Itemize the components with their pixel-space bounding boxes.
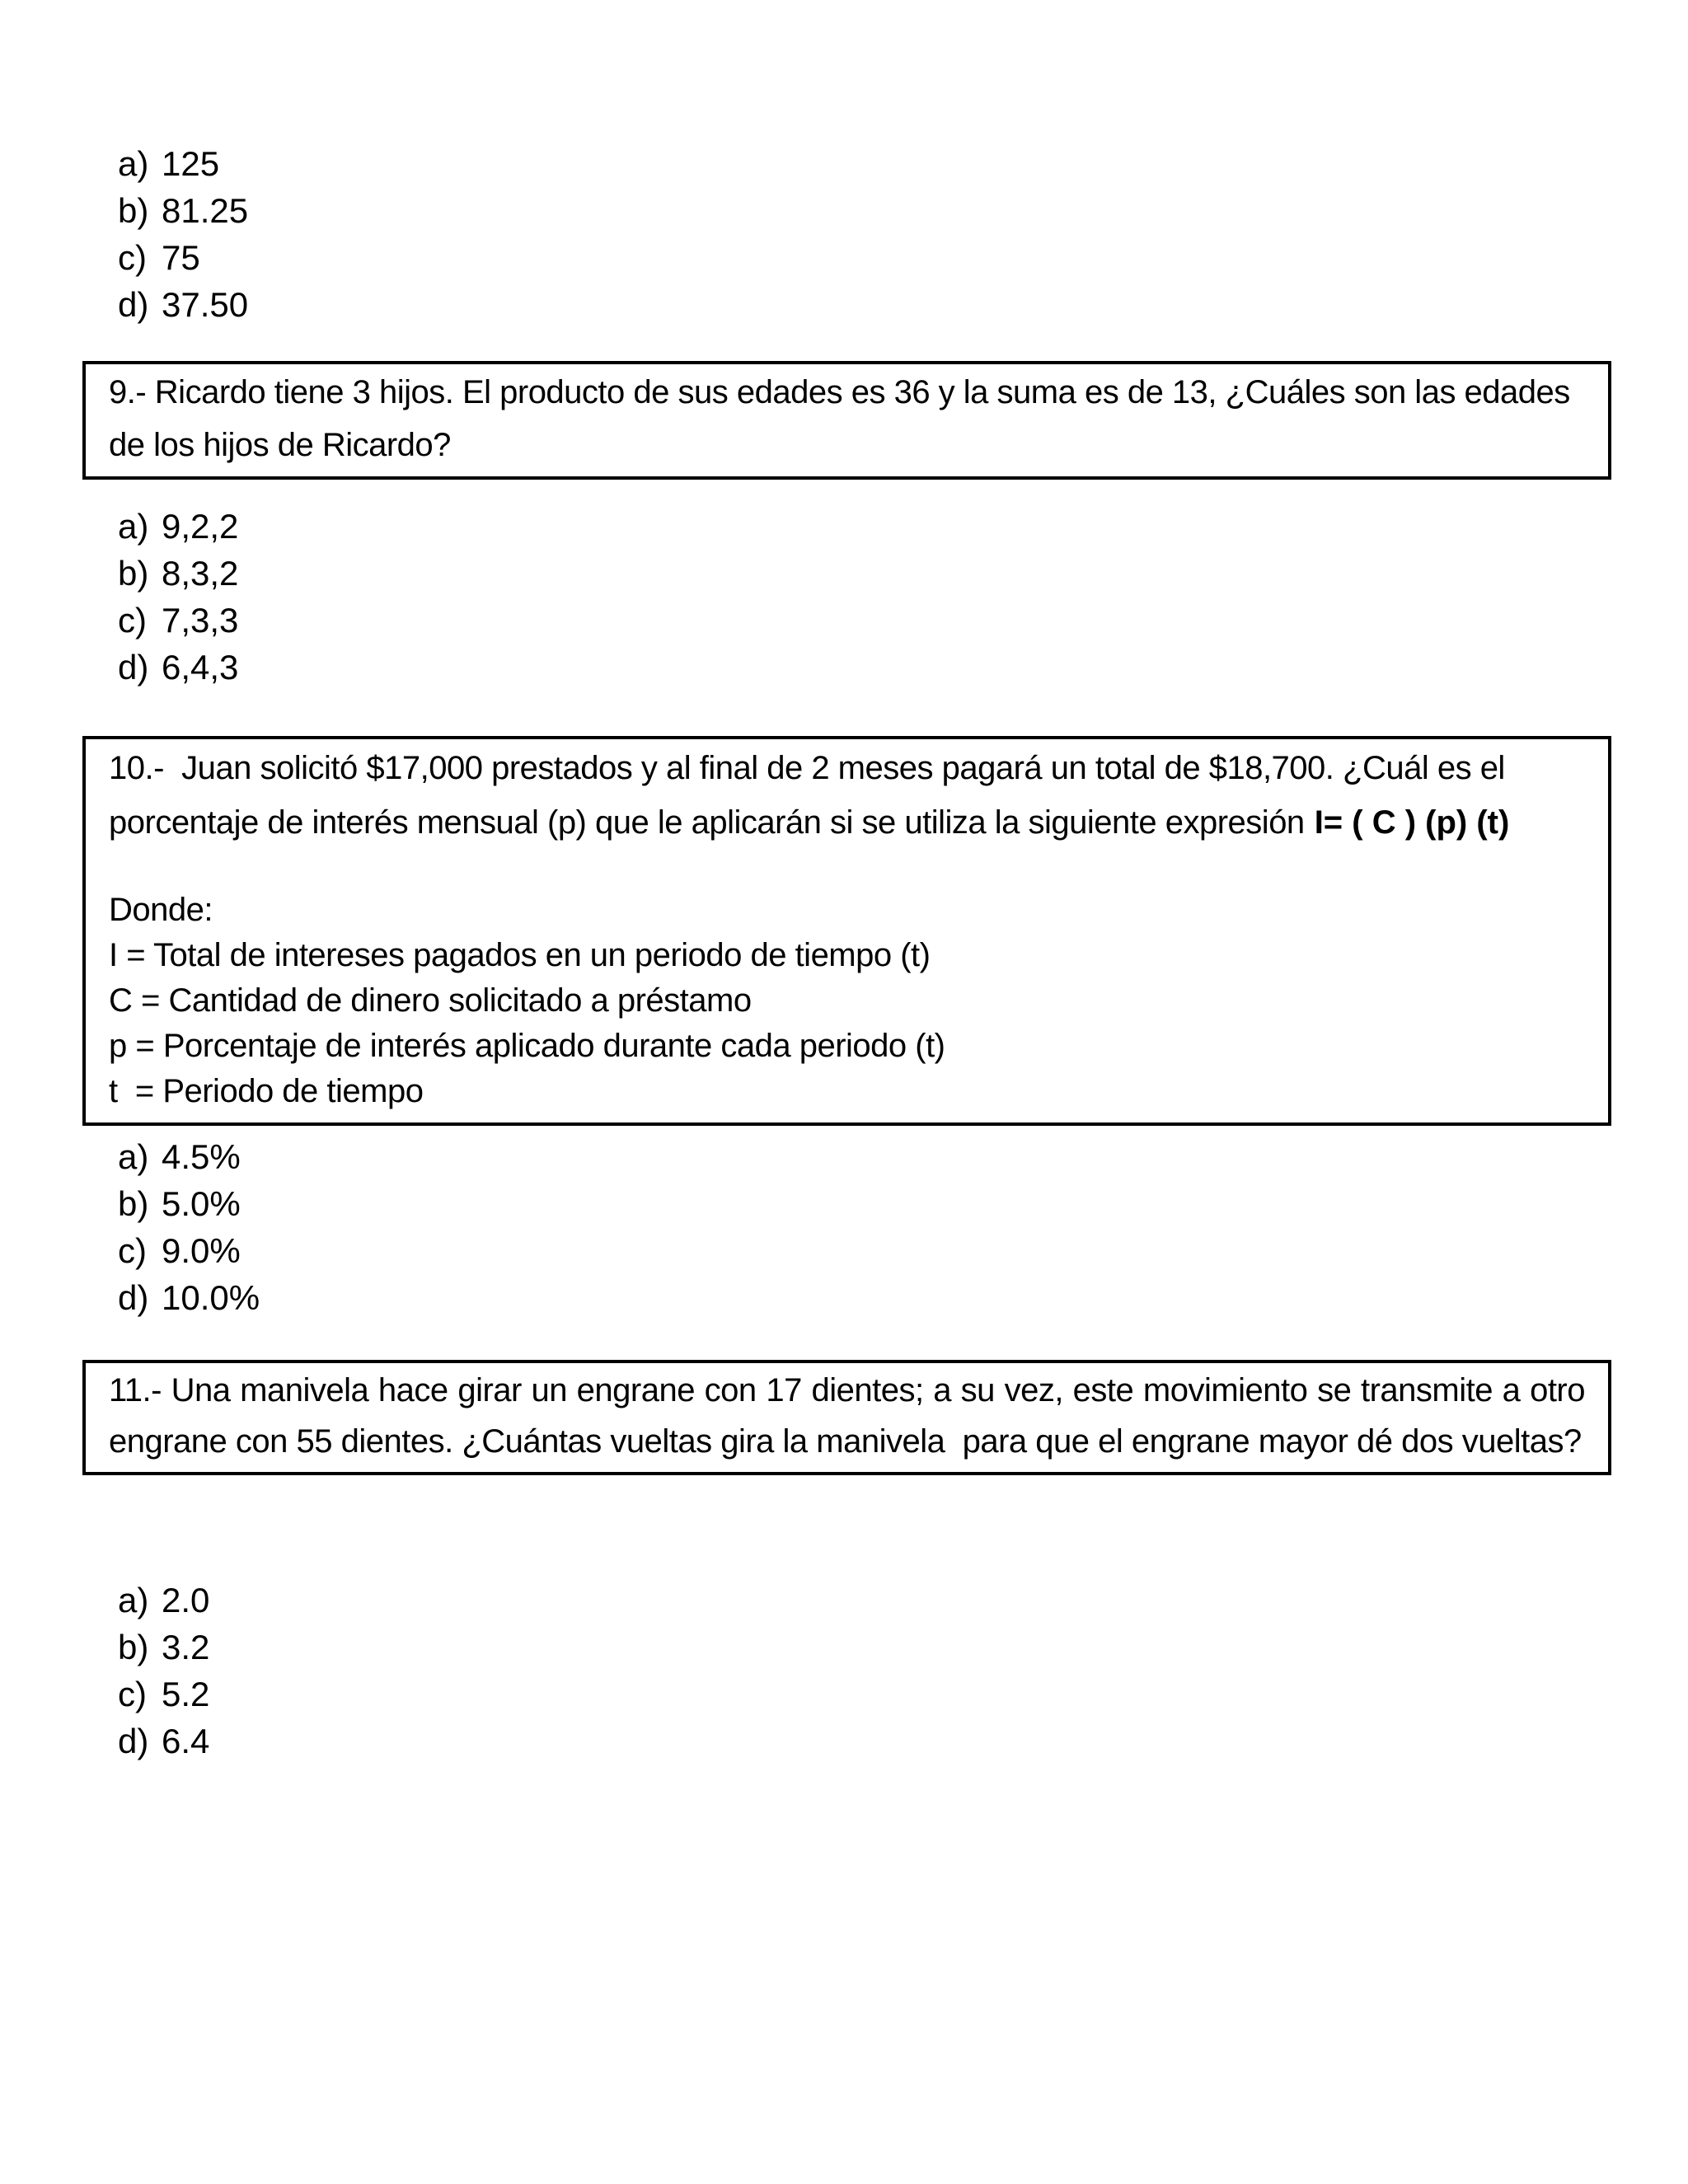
option-letter: a) [118,507,149,546]
option-value: 9,2,2 [162,507,239,546]
option-letter: b) [118,554,149,593]
option-letter: b) [118,1628,149,1666]
option-letter: c) [118,601,147,640]
option-value: 4.5% [162,1137,241,1176]
question10-definition: I = Total de intereses pagados en un periodo de tiempo (t) [109,937,931,973]
option-value: 81.25 [162,191,249,230]
option-letter: b) [118,191,149,230]
option-row [118,187,248,234]
option-letter: d) [118,648,149,687]
question9-text: 9.- Ricardo tiene 3 hijos. El producto de sus edades es 36 y la suma es de 13, ¿Cuáles son las edades de los hijos de Ricardo? [109,374,1579,463]
option-row [118,1577,209,1624]
option-row [118,1180,260,1227]
option-row [118,644,238,691]
option-row [118,1624,209,1671]
option-row [118,503,238,550]
question11-text: 11.- Una manivela hace girar un engrane con 17 dientes; a su vez, este movimiento se transmite a otro engrane con 55 dientes. ¿Cuántas vueltas gira la manivela para que el engrane mayor dé dos vueltas? [109,1372,1594,1460]
question9-box [82,361,1611,480]
option-letter: a) [118,1581,149,1619]
option-row [118,550,238,597]
option-row [118,1133,260,1180]
option-row [118,140,248,187]
question11-options-list [118,1577,209,1765]
option-value: 3.2 [162,1628,210,1666]
question10-options-list [118,1133,260,1321]
option-value: 125 [162,144,220,183]
option-value: 5.2 [162,1675,210,1713]
option-letter: c) [118,1675,147,1713]
option-value: 37.50 [162,285,249,324]
option-value: 9.0% [162,1231,241,1270]
option-row [118,1227,260,1274]
option-letter: a) [118,144,149,183]
option-value: 10.0% [162,1278,260,1317]
option-letter: d) [118,1278,149,1317]
option-value: 7,3,3 [162,601,239,640]
question11-box [82,1360,1611,1475]
question8-options-list [118,140,248,328]
option-value: 5.0% [162,1184,241,1223]
option-letter: d) [118,285,149,324]
option-row [118,597,238,644]
option-letter: c) [118,238,147,277]
option-row [118,234,248,281]
option-row [118,1671,209,1718]
option-value: 6.4 [162,1722,210,1760]
option-row [118,1718,209,1765]
question10-formula: I= ( C ) (p) (t) [1314,804,1510,841]
option-row [118,281,248,328]
question9-options-list [118,503,238,691]
question10-definition: C = Cantidad de dinero solicitado a préstamo [109,982,752,1019]
question10-where-label: Donde: [109,892,213,928]
question10-text-body: 10.- Juan solicitó $17,000 prestados y al final de 2 meses pagará un total de $18,700. ¿Cuál es el porcentaje de interés mensual (p) que le aplicarán si se utiliza la siguiente expresión [109,750,1514,841]
question10-definition: t = Periodo de tiempo [109,1073,424,1109]
option-letter: b) [118,1184,149,1223]
option-row [118,1274,260,1321]
question10-text [109,741,1585,850]
option-value: 2.0 [162,1581,210,1619]
option-value: 75 [162,238,200,277]
question10-box [82,736,1611,1126]
option-value: 6,4,3 [162,648,239,687]
option-letter: c) [118,1231,147,1270]
question10-definition: p = Porcentaje de interés aplicado durante cada periodo (t) [109,1028,945,1064]
option-letter: d) [118,1722,149,1760]
option-value: 8,3,2 [162,554,239,593]
option-letter: a) [118,1137,149,1176]
